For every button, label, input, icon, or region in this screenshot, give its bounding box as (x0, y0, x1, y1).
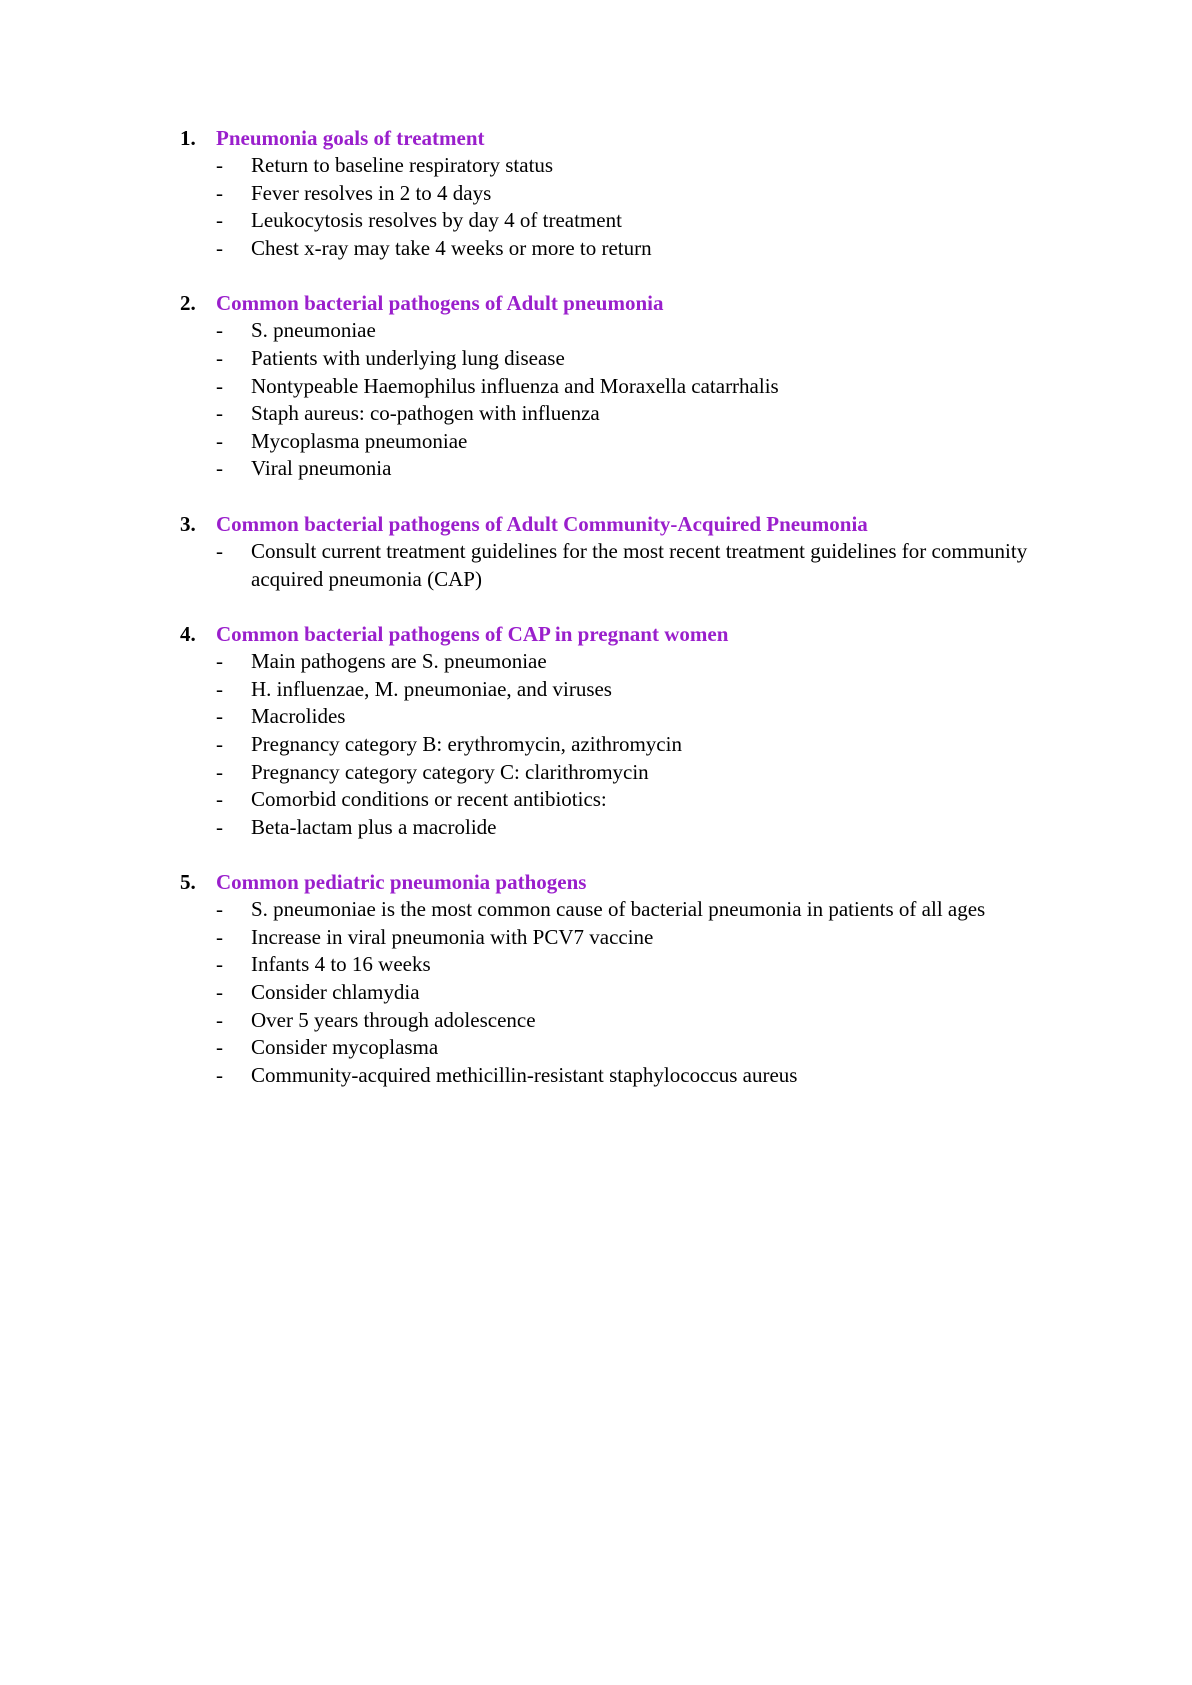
list-item (180, 979, 1060, 1007)
section-title: Common bacterial pathogens of Adult pneumonia (216, 291, 664, 316)
section-number: 4. (180, 622, 196, 647)
section-title: Pneumonia goals of treatment (216, 126, 485, 150)
list-item (180, 428, 1060, 456)
section-heading (180, 868, 1060, 896)
dash-bullet: - (216, 676, 223, 701)
list-item-text: Main pathogens are S. pneumoniae (251, 649, 547, 674)
bullet-list (180, 648, 1060, 841)
list-item-text: Viral pneumonia (251, 456, 392, 481)
section-heading (180, 510, 1060, 538)
section-title: Common bacterial pathogens of CAP in pregnant women (216, 622, 729, 647)
list-item (180, 317, 1060, 345)
dash-bullet: - (216, 814, 223, 839)
dash-bullet: - (216, 456, 223, 481)
list-item (180, 373, 1060, 401)
list-item (180, 951, 1060, 979)
dash-bullet: - (216, 731, 223, 756)
section-number: 3. (180, 511, 196, 536)
section-2 (180, 289, 1060, 483)
list-item-text: Staph aureus: co-pathogen with influenza (251, 401, 600, 426)
list-item (180, 648, 1060, 676)
list-item (180, 455, 1060, 483)
section-heading (180, 124, 1060, 152)
list-item (180, 896, 1060, 924)
list-item (180, 1034, 1060, 1062)
dash-bullet: - (216, 1007, 223, 1032)
dash-bullet: - (216, 180, 223, 205)
list-item (180, 235, 1060, 263)
dash-bullet: - (216, 373, 223, 398)
list-item-text: Consult current treatment guidelines for the most recent treatment guidelines for community acquired pneumonia (CAP) (251, 538, 1028, 591)
section-3 (180, 510, 1060, 593)
section-number: 5. (180, 870, 196, 895)
dash-bullet: - (216, 649, 223, 674)
list-item-text: Community-acquired methicillin-resistant staphylococcus aureus (251, 1062, 798, 1087)
bullet-list (180, 152, 1060, 262)
list-item (180, 207, 1060, 235)
bullet-list (180, 896, 1060, 1089)
list-item-text: Pregnancy category category C: clarithromycin (251, 759, 649, 784)
section-heading (180, 289, 1060, 317)
list-item (180, 152, 1060, 180)
dash-bullet: - (216, 208, 223, 233)
dash-bullet: - (216, 153, 223, 177)
bullet-list (180, 317, 1060, 483)
dash-bullet: - (216, 1035, 223, 1060)
list-item-text: Infants 4 to 16 weeks (251, 952, 431, 977)
dash-bullet: - (216, 759, 223, 784)
section-1 (180, 124, 1060, 262)
list-item-text: Mycoplasma pneumoniae (251, 428, 468, 453)
list-item-text: Consider chlamydia (251, 980, 420, 1005)
dash-bullet: - (216, 980, 223, 1005)
list-item (180, 703, 1060, 731)
list-item (180, 180, 1060, 208)
list-item (180, 400, 1060, 428)
list-item-text: H. influenzae, M. pneumoniae, and viruses (251, 676, 612, 701)
section-title: Common pediatric pneumonia pathogens (216, 870, 587, 895)
document-content (180, 124, 1060, 1116)
list-item-text: Over 5 years through adolescence (251, 1007, 536, 1032)
section-number: 2. (180, 291, 196, 316)
list-item-text: Chest x-ray may take 4 weeks or more to return (251, 235, 652, 260)
dash-bullet: - (216, 318, 223, 343)
dash-bullet: - (216, 924, 223, 949)
list-item (180, 1062, 1060, 1090)
section-title: Common bacterial pathogens of Adult Community-Acquired Pneumonia (216, 511, 868, 536)
dash-bullet: - (216, 538, 223, 563)
list-item (180, 676, 1060, 704)
section-number: 1. (180, 126, 196, 150)
dash-bullet: - (216, 1062, 223, 1087)
list-item-text: Increase in viral pneumonia with PCV7 vaccine (251, 924, 654, 949)
list-item-text: Comorbid conditions or recent antibiotics: (251, 787, 607, 812)
list-item-text: Nontypeable Haemophilus influenza and Moraxella catarrhalis (251, 373, 779, 398)
dash-bullet: - (216, 345, 223, 370)
dash-bullet: - (216, 787, 223, 812)
list-item-text: Macrolides (251, 704, 346, 729)
list-item (180, 1007, 1060, 1035)
section-4 (180, 620, 1060, 841)
section-5 (180, 868, 1060, 1089)
list-item-text: Consider mycoplasma (251, 1035, 439, 1060)
list-item (180, 814, 1060, 842)
list-item-text: Leukocytosis resolves by day 4 of treatment (251, 208, 622, 233)
list-item-text: Beta-lactam plus a macrolide (251, 814, 497, 839)
list-item-text: Patients with underlying lung disease (251, 345, 565, 370)
list-item (180, 345, 1060, 373)
list-item-text: Fever resolves in 2 to 4 days (251, 180, 492, 205)
section-heading (180, 620, 1060, 648)
list-item-text: S. pneumoniae is the most common cause of bacterial pneumonia in patients of all ages (251, 897, 986, 922)
list-item-text: S. pneumoniae (251, 318, 376, 343)
dash-bullet: - (216, 235, 223, 260)
list-item (180, 538, 1060, 593)
dash-bullet: - (216, 704, 223, 729)
dash-bullet: - (216, 952, 223, 977)
list-item-text: Return to baseline respiratory status (251, 153, 554, 177)
list-item (180, 759, 1060, 787)
dash-bullet: - (216, 428, 223, 453)
dash-bullet: - (216, 897, 223, 922)
list-item-text: Pregnancy category B: erythromycin, azithromycin (251, 731, 682, 756)
list-item (180, 924, 1060, 952)
list-item (180, 731, 1060, 759)
list-item (180, 786, 1060, 814)
dash-bullet: - (216, 401, 223, 426)
bullet-list (180, 538, 1060, 593)
